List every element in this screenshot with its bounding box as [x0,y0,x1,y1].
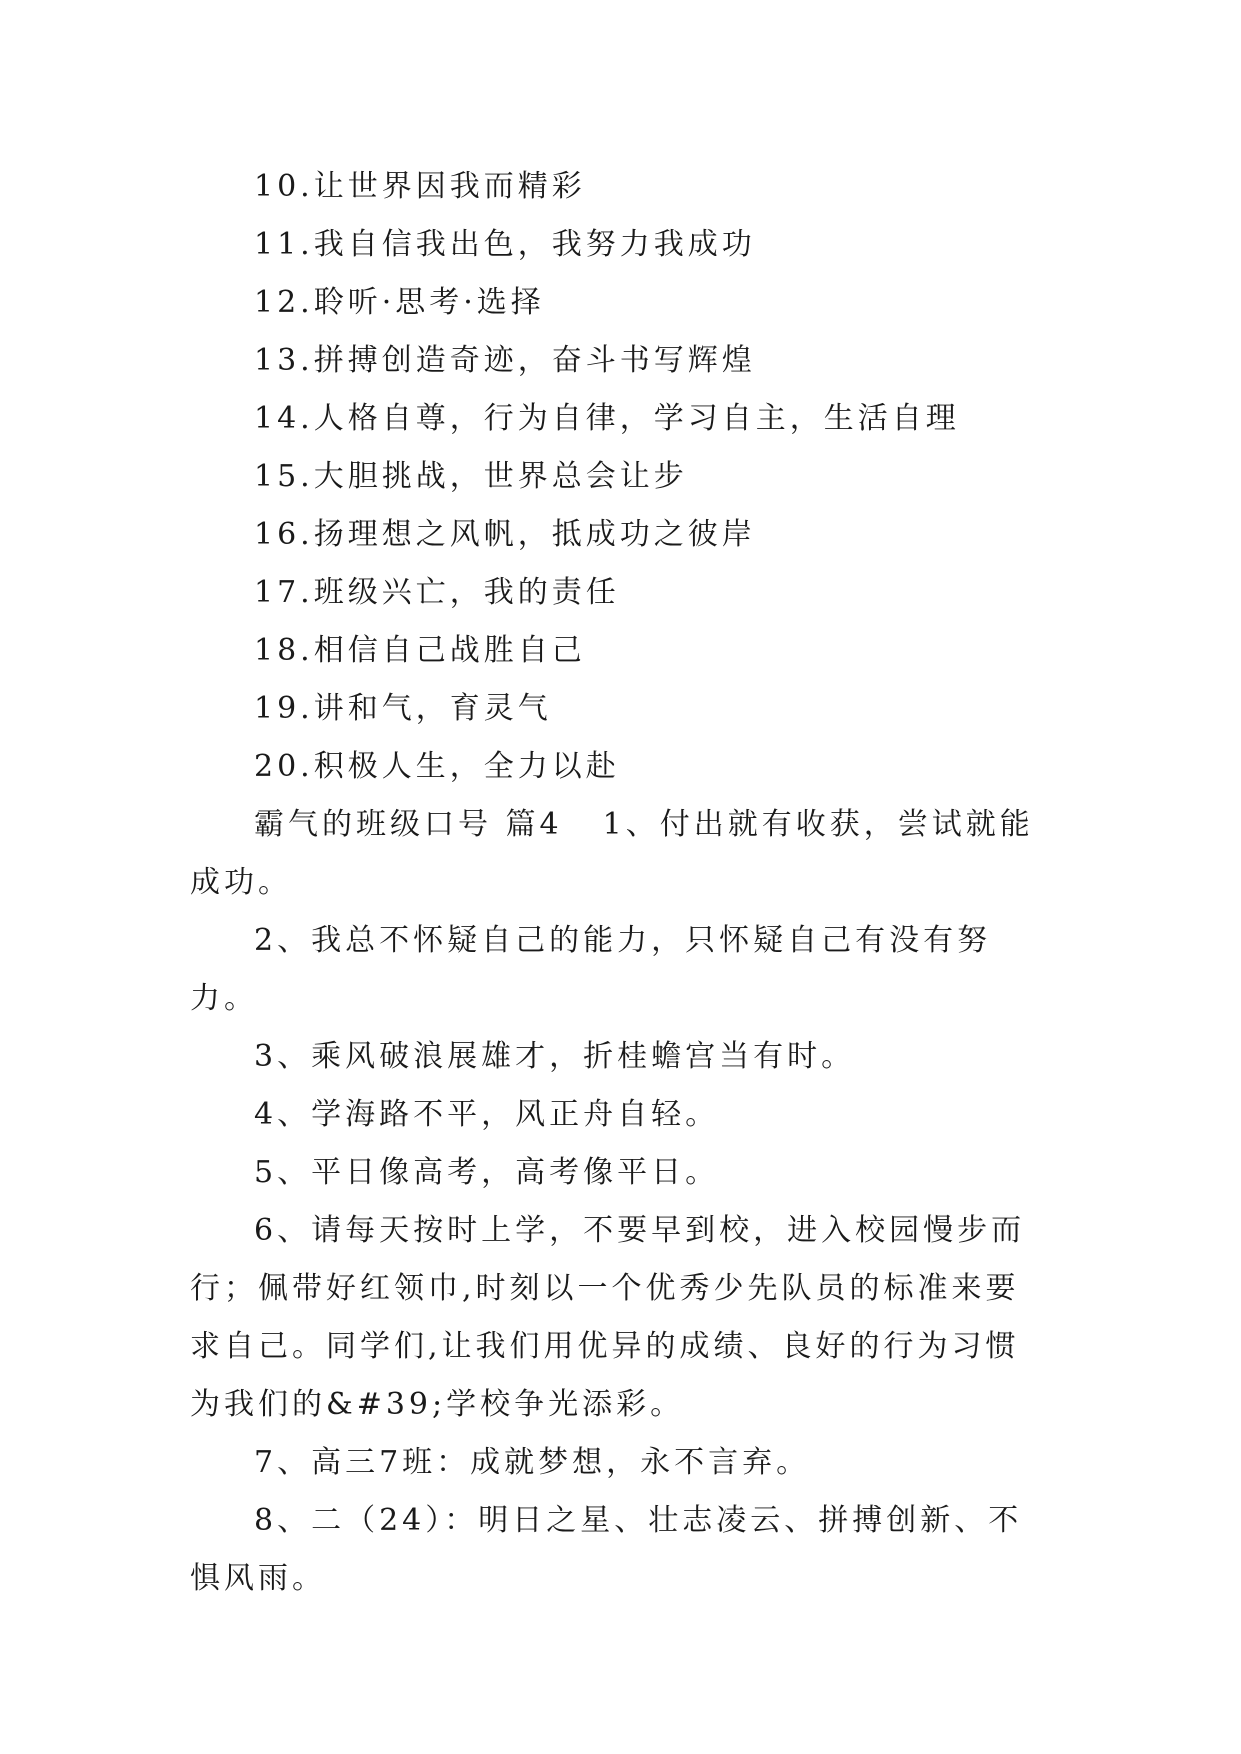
numbered-item: 11.我自信我出色，我努力我成功 [254,227,756,262]
numbered-item: 19.讲和气，育灵气 [254,691,552,726]
numbered-item: 10.让世界因我而精彩 [254,169,586,204]
numbered-item: 12.聆听·思考·选择 [254,285,545,320]
slogan-paragraph: 3、乘风破浪展雄才，折桂蟾宫当有时。 [254,1039,856,1074]
slogan-paragraph: 8、二（24）：明日之星、壮志凌云、拼搏创新、不惧风雨。 [190,1503,1023,1596]
slogan-paragraph: 5、平日像高考，高考像平日。 [254,1155,720,1190]
numbered-item: 20.积极人生，全力以赴 [254,749,620,784]
numbered-item: 18.相信自己战胜自己 [254,633,586,668]
section-heading: 霸气的班级口号 篇4 [254,807,563,842]
numbered-item: 14.人格自尊，行为自律，学习自主，生活自理 [254,401,960,436]
section-paragraph [190,796,1050,912]
slogan-paragraph: 7、高三7班：成就梦想，永不言弃。 [254,1445,811,1480]
slogan-paragraph: 2、我总不怀疑自己的能力，只怀疑自己有没有努力。 [190,923,992,1016]
slogan-paragraph: 4、学海路不平，风正舟自轻。 [254,1097,720,1132]
numbered-item: 16.扬理想之风帆，抵成功之彼岸 [254,517,756,552]
numbered-item: 17.班级兴亡，我的责任 [254,575,620,610]
numbered-item: 13.拼搏创造奇迹，奋斗书写辉煌 [254,343,756,378]
numbered-item: 15.大胆挑战，世界总会让步 [254,459,688,494]
slogan-paragraph: 6、请每天按时上学，不要早到校，进入校园慢步而行；佩带好红领巾,时刻以一个优秀少先队员的标准来要求自己。同学们,让我们用优异的成绩、良好的行为习惯为我们的&#39;学校争光添彩。 [190,1213,1026,1422]
document-body [190,158,1050,1608]
section-first-item: 1、付出就有收获，尝试就能成功。 [190,807,1034,900]
